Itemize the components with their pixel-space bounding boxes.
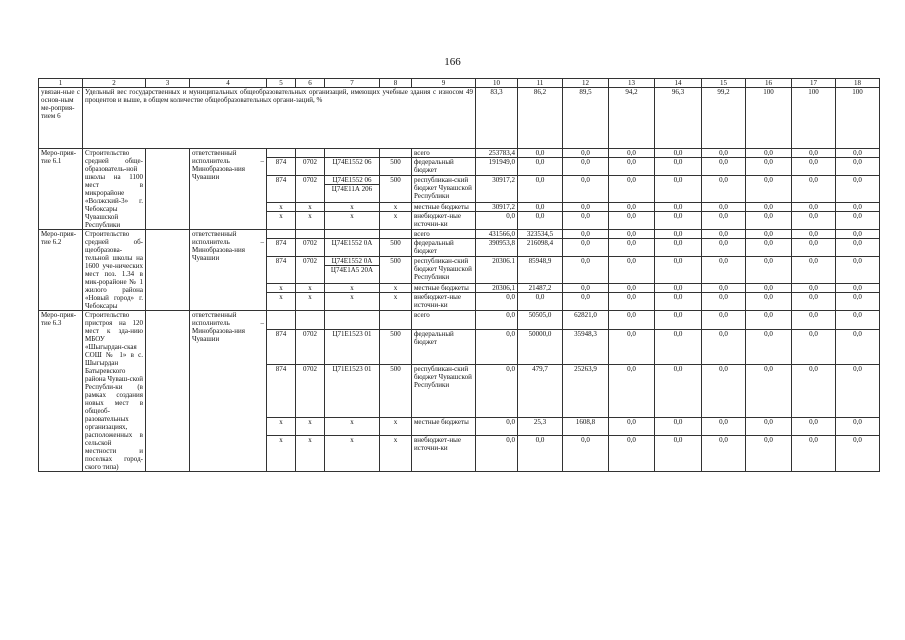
amount-cell: 0,0 [836,283,880,292]
responsible-executor: ответственный исполнитель – Минобразова-ния Чувашии [190,149,267,230]
target-article [325,311,380,330]
funding-source: внебюджет-ные источни-ки [412,212,476,230]
amount-cell: 0,0 [563,239,609,257]
amount-cell: 0,0 [609,212,655,230]
column-number: 18 [836,79,880,88]
amount-cell: 0,0 [746,158,792,176]
target-article [325,176,380,202]
responsible-executor: ответственный исполнитель – Минобразова-ния Чувашии [190,311,267,472]
amount-cell: 0,0 [476,311,518,330]
amount-cell: 0,0 [609,239,655,257]
amount-cell: 431566,0 [476,230,518,239]
amount-cell: 35948,3 [563,329,609,365]
column-number: 3 [146,79,190,88]
target-article-code: x [350,283,354,292]
column-number: 8 [380,79,412,88]
funding-source: внебюджет-ные источни-ки [412,436,476,472]
grbs-code: x [267,212,296,230]
amount-cell: 0,0 [836,436,880,472]
expense-type: 500 [380,365,412,417]
amount-cell: 0,0 [655,239,702,257]
amount-cell: 0,0 [746,283,792,292]
amount-cell: 0,0 [702,158,746,176]
amount-cell: 0,0 [702,283,746,292]
amount-cell: 0,0 [655,212,702,230]
amount-cell: 20306.1 [476,257,518,283]
amount-cell: 0,0 [609,158,655,176]
target-article [325,283,380,292]
measure-name: Строительство средней обще-образователь-ной школы на 1100 мест в микрорайоне «Волжский-3» г. Чебоксары Чувашской Республики [83,149,146,230]
funding-source: всего [412,230,476,239]
amount-cell: 0,0 [609,311,655,330]
amount-cell: 0,0 [836,212,880,230]
section-code: x [296,417,325,436]
target-article-code: x [350,436,354,445]
amount-cell: 0,0 [792,176,836,202]
amount-cell: 0,0 [836,149,880,158]
program-table [38,78,880,472]
amount-cell: 50000,0 [518,329,563,365]
amount-cell: 0,0 [792,257,836,283]
grbs-code [267,149,296,158]
amount-cell: 0,0 [836,311,880,330]
column-number: 11 [518,79,563,88]
amount-cell: 0,0 [792,149,836,158]
amount-cell: 0,0 [702,293,746,311]
amount-cell: 0,0 [792,436,836,472]
target-article [325,436,380,472]
amount-cell: 0,0 [746,329,792,365]
amount-cell: 0,0 [746,293,792,311]
amount-cell: 0,0 [702,202,746,211]
page-number: 166 [444,56,461,68]
column-number: 9 [412,79,476,88]
amount-cell: 0,0 [563,230,609,239]
measure-label: Меро-прия-тие 6.2 [39,230,83,311]
target-article [325,230,380,239]
column-number: 17 [792,79,836,88]
amount-cell: 0,0 [792,283,836,292]
table-row [39,311,880,330]
amount-cell: 85948,9 [518,257,563,283]
section-code: x [296,212,325,230]
indicator-value: 89,5 [563,88,609,149]
measure-label: Меро-прия-тие 6.1 [39,149,83,230]
indicator-value: 94,2 [609,88,655,149]
expense-type: 500 [380,257,412,283]
amount-cell: 0,0 [746,257,792,283]
grbs-code: x [267,202,296,211]
section-code: 0702 [296,176,325,202]
amount-cell: 0,0 [563,283,609,292]
amount-cell: 50505,0 [518,311,563,330]
amount-cell: 0,0 [702,239,746,257]
funding-source: федеральный бюджет [412,158,476,176]
indicator-value: 86,2 [518,88,563,149]
amount-cell: 0,0 [518,176,563,202]
amount-cell: 0,0 [702,417,746,436]
amount-cell: 0,0 [746,239,792,257]
amount-cell: 0,0 [792,212,836,230]
expense-type: 500 [380,239,412,257]
section-code: x [296,202,325,211]
amount-cell: 0,0 [518,436,563,472]
amount-cell: 0,0 [702,311,746,330]
amount-cell: 0,0 [836,417,880,436]
funding-source: всего [412,149,476,158]
amount-cell: 0,0 [702,176,746,202]
amount-cell: 0,0 [702,329,746,365]
indicator-text: Удельный вес государственных и муниципальных общеобразовательных организаций, имеющих учебные здания с износом 49 процентов и выше, в общем количестве общеобразовательных органи-заций, % [83,88,476,149]
column-number: 2 [83,79,146,88]
amount-cell: 0,0 [792,158,836,176]
table-row [39,149,880,158]
amount-cell: 0,0 [836,230,880,239]
amount-cell: 479,7 [518,365,563,417]
amount-cell: 21487,2 [518,283,563,292]
grbs-code: 874 [267,365,296,417]
header-row [39,79,880,88]
target-article [325,149,380,158]
target-article-code: Ц74Е1552 0А [331,239,373,248]
expense-type: 500 [380,176,412,202]
column-number: 13 [609,79,655,88]
grbs-code [267,311,296,330]
amount-cell: 0,0 [836,202,880,211]
funding-source: внебюджет-ные источни-ки [412,293,476,311]
amount-cell: 390953,8 [476,239,518,257]
amount-cell: 0,0 [702,212,746,230]
funding-source: всего [412,311,476,330]
amount-cell: 0,0 [746,176,792,202]
amount-cell: 0,0 [476,293,518,311]
amount-cell: 0,0 [836,365,880,417]
funding-source: федеральный бюджет [412,329,476,365]
indicator-value: 99,2 [702,88,746,149]
table-body [39,79,880,472]
amount-cell: 0,0 [836,158,880,176]
amount-cell: 0,0 [563,257,609,283]
funding-source: местные бюджеты [412,417,476,436]
target-article-code: x [350,293,354,302]
column-number: 4 [190,79,267,88]
empty-cell [146,311,190,472]
target-article [325,158,380,176]
grbs-code: 874 [267,329,296,365]
funding-source: местные бюджеты [412,202,476,211]
amount-cell: 0,0 [609,230,655,239]
indicator-value: 96,3 [655,88,702,149]
target-article [325,239,380,257]
amount-cell: 0,0 [702,149,746,158]
grbs-code [267,230,296,239]
amount-cell: 0,0 [792,365,836,417]
section-code: 0702 [296,158,325,176]
amount-cell: 0,0 [836,239,880,257]
column-number: 1 [39,79,83,88]
target-article [325,212,380,230]
amount-cell: 0,0 [609,329,655,365]
grbs-code: 874 [267,176,296,202]
target-article-code: x [350,417,354,426]
funding-source: республикан-ский бюджет Чувашской Республики [412,176,476,202]
amount-cell: 0,0 [609,257,655,283]
section-code: 0702 [296,329,325,365]
indicator-value: 100 [746,88,792,149]
amount-cell: 0,0 [518,293,563,311]
expense-type: x [380,283,412,292]
target-article [325,257,380,283]
amount-cell: 0,0 [836,293,880,311]
expense-type [380,149,412,158]
section-code: x [296,293,325,311]
amount-cell: 0,0 [655,230,702,239]
amount-cell: 0,0 [518,149,563,158]
amount-cell: 0,0 [476,365,518,417]
section-code: 0702 [296,239,325,257]
funding-source: местные бюджеты [412,283,476,292]
expense-type: x [380,417,412,436]
section-code: x [296,436,325,472]
amount-cell: 253783,4 [476,149,518,158]
amount-cell: 0,0 [655,417,702,436]
expense-type: x [380,202,412,211]
indicator-value: 100 [836,88,880,149]
amount-cell: 0,0 [655,311,702,330]
amount-cell: 0,0 [702,365,746,417]
expense-type: x [380,212,412,230]
amount-cell: 0,0 [792,311,836,330]
column-number: 15 [702,79,746,88]
amount-cell: 0,0 [746,202,792,211]
target-article-code: Ц74Е1552 06 [332,176,372,185]
grbs-code: x [267,283,296,292]
target-article-code: Ц74Е1552 0А [331,257,373,266]
amount-cell: 0,0 [655,365,702,417]
column-number: 5 [267,79,296,88]
amount-cell: 191949,0 [476,158,518,176]
amount-cell: 0,0 [609,365,655,417]
section-code: 0702 [296,365,325,417]
amount-cell: 0,0 [792,230,836,239]
target-article-code: Ц71Е1523 01 [332,365,372,374]
expense-type: x [380,293,412,311]
amount-cell: 0,0 [746,149,792,158]
column-number: 10 [476,79,518,88]
amount-cell: 0,0 [792,293,836,311]
amount-cell: 0,0 [746,230,792,239]
amount-cell: 0,0 [518,212,563,230]
target-article [325,365,380,417]
responsible-executor: ответственный исполнитель – Минобразова-ния Чувашии [190,230,267,311]
amount-cell: 0,0 [746,311,792,330]
amount-cell: 0,0 [609,176,655,202]
amount-cell: 0,0 [518,158,563,176]
measure-name: Строительство средней об-щеобразова-тельной школы на 1600 уче-нических мест поз. 1.34 в мик-рорайоне № 1 жилого района «Новый город» г. Чебоксары [83,230,146,311]
indicator-value: 83,3 [476,88,518,149]
amount-cell: 0,0 [563,293,609,311]
amount-cell: 62821,0 [563,311,609,330]
amount-cell: 20306,1 [476,283,518,292]
amount-cell: 0,0 [563,212,609,230]
target-article [325,329,380,365]
amount-cell: 0,0 [476,417,518,436]
amount-cell: 0,0 [609,417,655,436]
amount-cell: 0,0 [609,293,655,311]
section-code [296,149,325,158]
amount-cell: 30917,2 [476,202,518,211]
amount-cell: 0,0 [609,149,655,158]
amount-cell: 0,0 [609,202,655,211]
amount-cell: 0,0 [792,202,836,211]
target-article-code: x [350,212,354,221]
column-number: 7 [325,79,380,88]
measure-label: Меро-прия-тие 6.3 [39,311,83,472]
amount-cell: 0,0 [836,329,880,365]
column-number: 12 [563,79,609,88]
amount-cell: 0,0 [609,436,655,472]
grbs-code: x [267,293,296,311]
grbs-code: 874 [267,158,296,176]
amount-cell: 0,0 [655,283,702,292]
empty-cell [146,149,190,230]
grbs-code: 874 [267,239,296,257]
amount-cell: 0,0 [655,329,702,365]
amount-cell: 0,0 [792,417,836,436]
amount-cell: 323534,5 [518,230,563,239]
expense-type: 500 [380,329,412,365]
indicator-label: увязан-ные с основ-ным ме-роприя-тием 6 [39,88,83,149]
amount-cell: 0,0 [655,149,702,158]
amount-cell: 0,0 [563,436,609,472]
amount-cell: 0,0 [792,329,836,365]
amount-cell: 0,0 [702,257,746,283]
amount-cell: 0,0 [476,212,518,230]
amount-cell: 0,0 [746,417,792,436]
amount-cell: 0,0 [836,257,880,283]
indicator-value: 100 [792,88,836,149]
grbs-code: 874 [267,257,296,283]
amount-cell: 0,0 [702,436,746,472]
amount-cell: 25,3 [518,417,563,436]
amount-cell: 0,0 [609,283,655,292]
column-number: 6 [296,79,325,88]
amount-cell: 0,0 [563,202,609,211]
amount-cell: 25263,9 [563,365,609,417]
section-code: x [296,283,325,292]
funding-source: республикан-ский бюджет Чувашской Республики [412,257,476,283]
amount-cell: 1608,8 [563,417,609,436]
empty-cell [146,230,190,311]
amount-cell: 0,0 [655,257,702,283]
amount-cell: 0,0 [655,176,702,202]
measure-name: Строительство пристроя на 120 мест к зда-нию МБОУ «Шыгырдан-ская СОШ № 1» в с. Шыгырдан Батыревского района Чуваш-ской Республи-ки (в рамках создания новых мест в общеоб-разовательных организациях, расположенных в сельской местности и поселках город-ского типа) [83,311,146,472]
amount-cell: 0,0 [476,436,518,472]
expense-type [380,230,412,239]
amount-cell: 0,0 [792,239,836,257]
funding-source: республикан-ский бюджет Чувашской Республики [412,365,476,417]
indicator-row [39,88,880,149]
target-article [325,417,380,436]
target-article-code: x [350,202,354,211]
funding-source: федеральный бюджет [412,239,476,257]
section-code [296,311,325,330]
expense-type: x [380,436,412,472]
target-article [325,202,380,211]
amount-cell: 30917,2 [476,176,518,202]
expense-type: 500 [380,158,412,176]
amount-cell: 0,0 [476,329,518,365]
section-code: 0702 [296,257,325,283]
amount-cell: 0,0 [746,365,792,417]
amount-cell: 0,0 [655,202,702,211]
column-number: 16 [746,79,792,88]
column-number: 14 [655,79,702,88]
expense-type [380,311,412,330]
amount-cell: 0,0 [655,158,702,176]
amount-cell: 0,0 [655,293,702,311]
amount-cell: 0,0 [746,436,792,472]
section-code [296,230,325,239]
amount-cell: 0,0 [746,212,792,230]
grbs-code: x [267,417,296,436]
amount-cell: 0,0 [563,158,609,176]
target-article-code: Ц71Е1523 01 [332,329,372,338]
target-article-code-alt: Ц74Е11А 206 [325,184,379,193]
amount-cell: 0,0 [836,176,880,202]
amount-cell: 0,0 [563,149,609,158]
target-article-code: Ц74Е1552 06 [332,158,372,167]
amount-cell: 216098,4 [518,239,563,257]
amount-cell: 0,0 [702,230,746,239]
amount-cell: 0,0 [563,176,609,202]
grbs-code: x [267,436,296,472]
table-row [39,230,880,239]
amount-cell: 0,0 [518,202,563,211]
target-article [325,293,380,311]
target-article-code-alt: Ц74Е1А5 20А [325,265,379,274]
amount-cell: 0,0 [655,436,702,472]
